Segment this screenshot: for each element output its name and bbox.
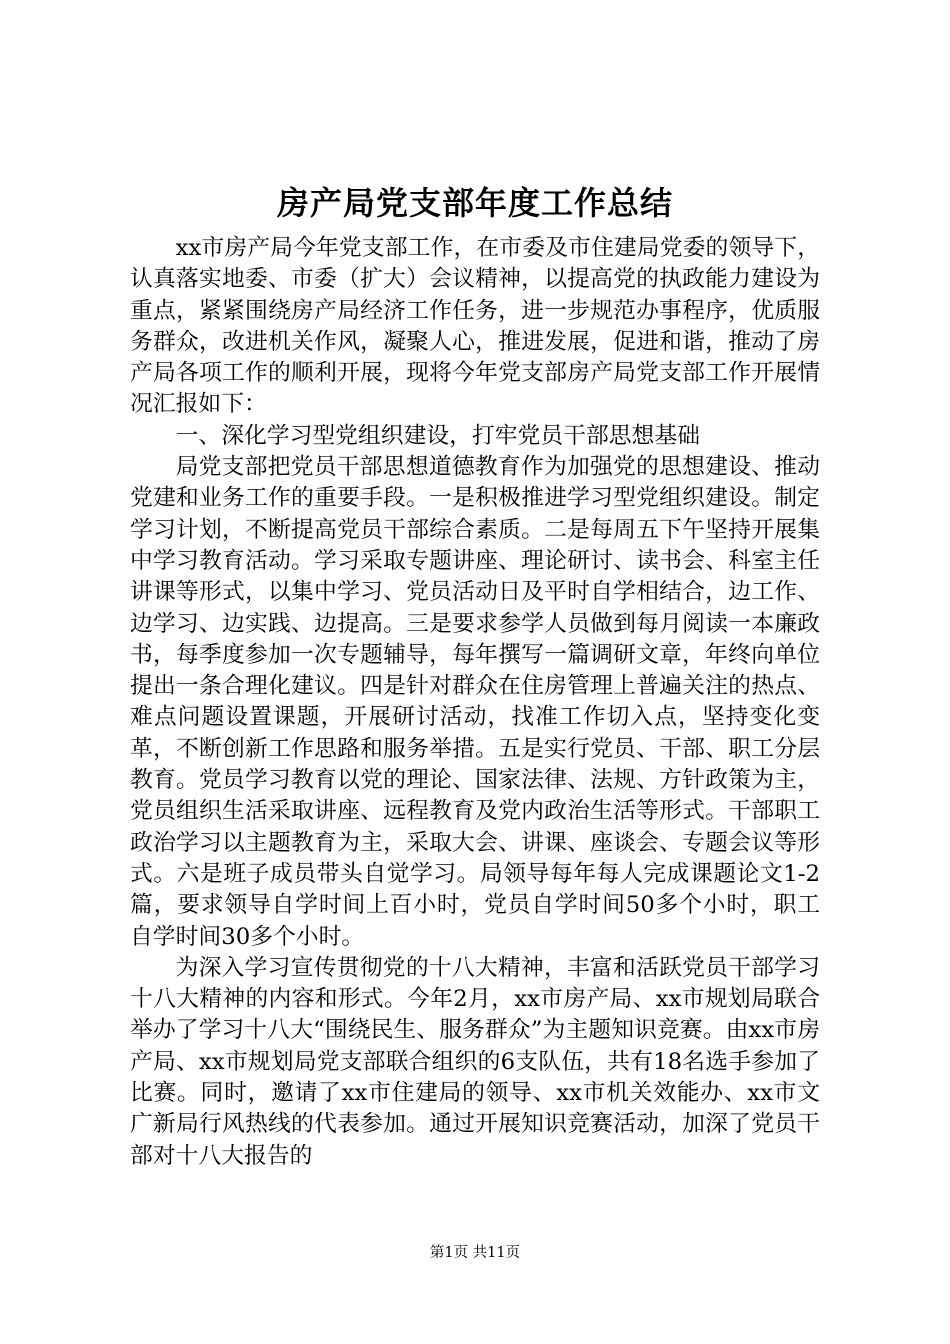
body-paragraph: 为深入学习宣传贯彻党的十八大精神，丰富和活跃党员干部学习十八大精神的内容和形式。今年2月，xx市房产局、xx市规划局联合举办了学习十八大“围绕民生、服务群众”为主题知识竞赛。由xx市房产局、xx市规划局党支部联合组织的6支队伍，共有18名选手参加了比赛。同时，邀请了xx市住建局的领导、xx市机关效能办、xx市文广新局行风热线的代表参加。通过开展知识竞赛活动，加深了党员干部对十八大报告的 (130, 954, 820, 1169)
page-number-footer: 第1页 共11页 (429, 1245, 521, 1261)
document-body (130, 233, 820, 1172)
body-paragraph: 局党支部把党员干部思想道德教育作为加强党的思想建设、推动党建和业务工作的重要手段。一是积极推进学习型党组织建设。制定学习计划，不断提高党员干部综合素质。二是每周五下午坚持开展集中学习教育活动。学习采取专题讲座、理论研讨、读书会、科室主任讲课等形式，以集中学习、党员活动日及平时自学相结合，边工作、边学习、边实践、边提高。三是要求参学人员做到每月阅读一本廉政书，每季度参加一次专题辅导，每年撰写一篇调研文章，年终向单位提出一条合理化建议。四是针对群众在住房管理上普遍关注的热点、难点问题设置课题，开展研讨活动，找准工作切入点，坚持变化变革，不断创新工作思路和服务举措。五是实行党员、干部、职工分层教育。党员学习教育以党的理论、国家法律、法规、方针政策为主，党员组织生活采取讲座、远程教育及党内政治生活等形式。干部职工政治学习以主题教育为主，采取大会、讲课、座谈会、专题会议等形式。六是班子成员带头自觉学习。局领导每年每人完成课题论文1-2篇，要求领导自学时间上百小时，党员自学时间50多个小时，职工自学时间30多个小时。 (130, 454, 820, 950)
section-heading: 一、深化学习型党组织建设，打牢党员干部思想基础 (175, 422, 700, 449)
document-title: 房产局党支部年度工作总结 (276, 184, 673, 222)
intro-paragraph: xx市房产局今年党支部工作，在市委及市住建局党委的领导下，认真落实地委、市委（扩大）会议精神，以提高党的执政能力建设为重点，紧紧围绕房产局经济工作任务，进一步规范办事程序，优质服务群众，改进机关作风，凝聚人心，推进发展，促进和谐，推动了房产局各项工作的顺利开展，现将今年党支部房产局党支部工作开展情况汇报如下： (130, 235, 820, 418)
